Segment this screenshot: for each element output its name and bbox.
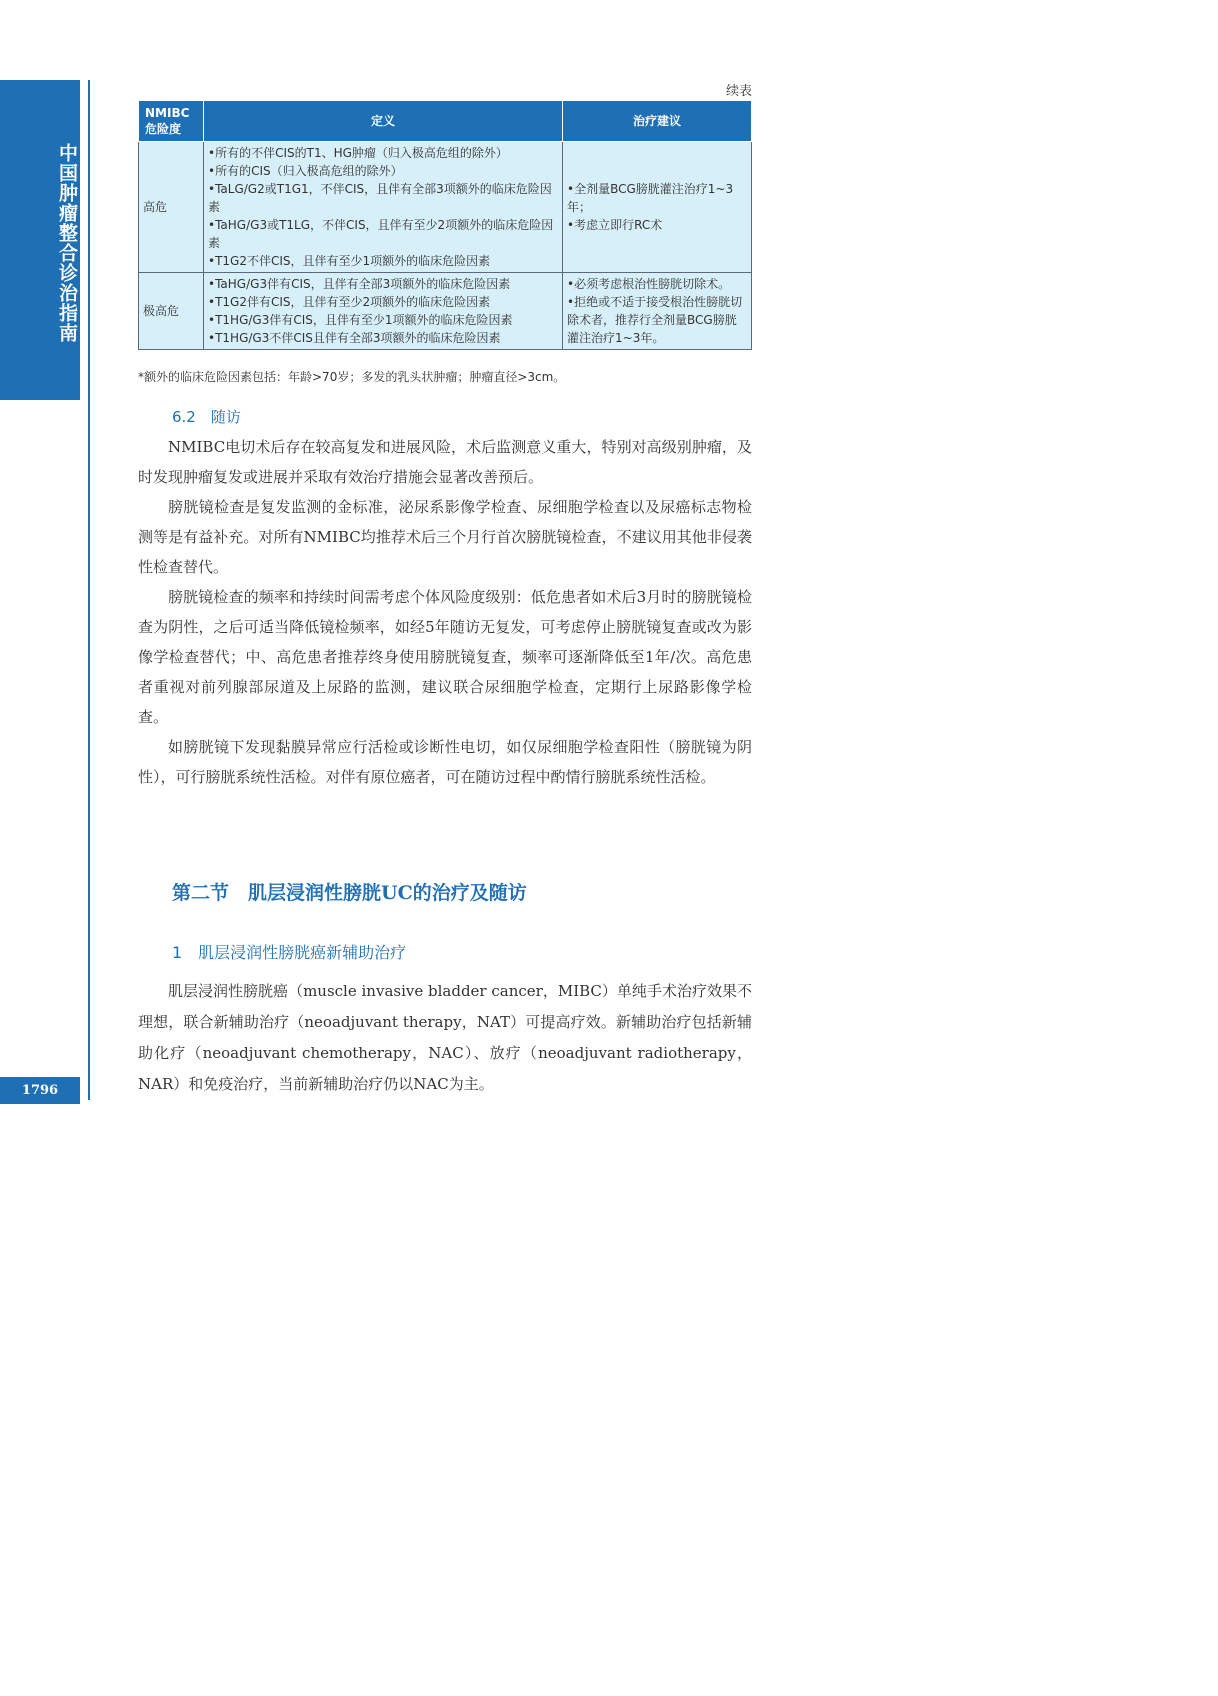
table-header-row	[139, 101, 752, 142]
recommendation-item: •拒绝或不适于接受根治性膀胱切除术者，推荐行全剂量BCG膀胱灌注治疗1~3年。	[567, 295, 743, 345]
body-paragraph: NMIBC电切术后存在较高复发和进展风险，术后监测意义重大，特别对高级别肿瘤，及时发现肿瘤复发或进展并采取有效治疗措施会显著改善预后。	[138, 438, 752, 486]
body-paragraph: 肌层浸润性膀胱癌（muscle invasive bladder cancer，MIBC）单纯手术治疗效果不理想，联合新辅助治疗（neoadjuvant therapy，NAT）可提高疗效。新辅助治疗包括新辅助化疗（neoadjuvant chemotherapy，NAC）、放疗（neoadjuvant radiotherapy，NAR）和免疫治疗，当前新辅助治疗仍以NAC为主。	[138, 982, 752, 1093]
definition-item: •T1HG/G3不伴CIS且伴有全部3项额外的临床危险因素	[208, 331, 501, 345]
header-recommendation: 治疗建议	[563, 101, 752, 142]
definition-item: •T1G2伴有CIS，且伴有至少2项额外的临床危险因素	[208, 295, 491, 309]
sidebar-title: 中国肿瘤整合诊治指南	[56, 143, 78, 343]
table-row	[139, 142, 752, 273]
recommendation-item: •全剂量BCG膀胱灌注治疗1~3年；	[567, 182, 734, 214]
recommendation-item: •必须考虑根治性膀胱切除术。	[567, 277, 731, 291]
definition-cell	[204, 273, 563, 350]
recommendation-item: •考虑立即行RC术	[567, 218, 663, 232]
section-heading-6-2: 6.2 随访	[172, 408, 241, 426]
header-risk-level: NMIBC危险度	[139, 101, 204, 142]
risk-level-cell: 极高危	[139, 273, 204, 350]
body-paragraph: 如膀胱镜下发现黏膜异常应行活检或诊断性电切，如仅尿细胞学检查阳性（膀胱镜为阴性），可行膀胱系统性活检。对伴有原位癌者，可在随访过程中酌情行膀胱系统性活检。	[138, 738, 752, 786]
definition-item: •所有的不伴CIS的T1、HG肿瘤（归入极高危组的除外）	[208, 146, 508, 160]
definition-item: •TaHG/G3或T1LG，不伴CIS，且伴有至少2项额外的临床危险因素	[208, 218, 554, 250]
body-paragraph: 膀胱镜检查是复发监测的金标准，泌尿系影像学检查、尿细胞学检查以及尿癌标志物检测等是有益补充。对所有NMIBC均推荐术后三个月行首次膀胱镜检查，不建议用其他非侵袭性检查替代。	[138, 498, 752, 576]
definition-item: •所有的CIS（归入极高危组的除外）	[208, 164, 403, 178]
subsection-heading: 1 肌层浸润性膀胱癌新辅助治疗	[172, 943, 407, 962]
definition-cell	[204, 142, 563, 273]
recommendation-cell	[563, 142, 752, 273]
table-continued-label: 续表	[725, 84, 752, 99]
definition-item: •TaHG/G3伴有CIS，且伴有全部3项额外的临床危险因素	[208, 277, 511, 291]
definition-item: •TaLG/G2或T1G1，不伴CIS，且伴有全部3项额外的临床危险因素	[208, 182, 552, 214]
definition-item: •T1HG/G3伴有CIS，且伴有至少1项额外的临床危险因素	[208, 313, 513, 327]
risk-table	[138, 100, 752, 350]
recommendation-cell	[563, 273, 752, 350]
definition-item: •T1G2不伴CIS，且伴有至少1项额外的临床危险因素	[208, 254, 491, 268]
sidebar-rule	[88, 80, 90, 1100]
header-definition: 定义	[204, 101, 563, 142]
risk-level-cell: 高危	[139, 142, 204, 273]
body-paragraph: 膀胱镜检查的频率和持续时间需考虑个体风险度级别：低危患者如术后3月时的膀胱镜检查为阴性，之后可适当降低镜检频率，如经5年随访无复发，可考虑停止膀胱镜复查或改为影像学检查替代；中、高危患者推荐终身使用膀胱镜复查，频率可逐渐降低至1年/次。高危患者重视对前列腺部尿道及上尿路的监测，建议联合尿细胞学检查，定期行上尿路影像学检查。	[138, 588, 752, 726]
table-footnote: *额外的临床危险因素包括：年龄>70岁；多发的乳头状肿瘤；肿瘤直径>3cm。	[138, 370, 566, 384]
table-row	[139, 273, 752, 350]
section-title: 第二节 肌层浸润性膀胱UC的治疗及随访	[172, 882, 527, 904]
page-number: 1796	[0, 1077, 80, 1104]
